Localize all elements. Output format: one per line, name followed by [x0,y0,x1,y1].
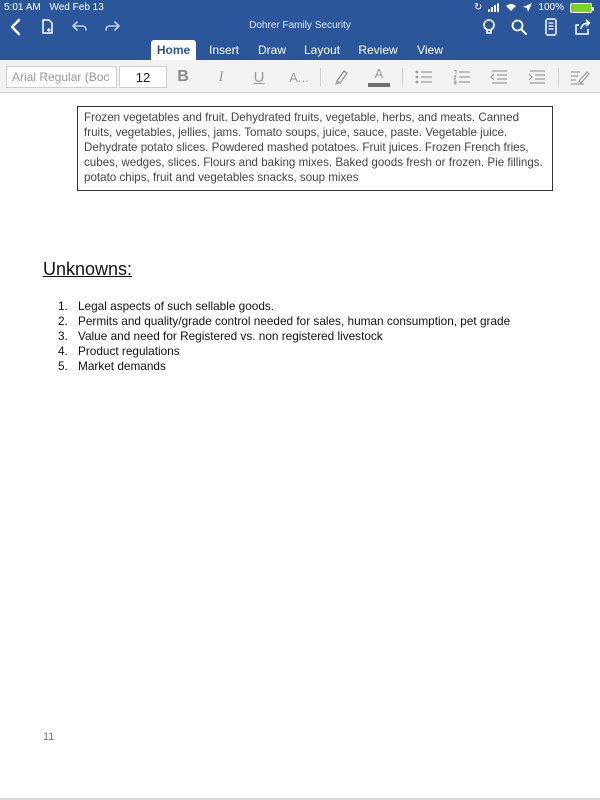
cellular-signal-icon [488,3,499,12]
list-item-number: 2. [58,314,68,328]
list-item-number: 4. [58,344,68,358]
list-item-text: Legal aspects of such sellable goods. [78,299,275,313]
document-textbox[interactable]: Frozen vegetables and fruit. Dehydrated fruits, vegetable, herbs, and meats. Canned fruits, vegetables, jellies, jams. Tomato soups, juice, sauce, paste. Vegetable juice. Dehydrate potato slices. Powdered mashed potatoes. Fruit juices. Frozen French fries, cubes, wedges, slices. Flours and baking mixes. Baked goods fresh or frozen. Pie fillings. potato chips, fruit and vegetables snacks, soup mixes [77,106,553,191]
font-color-swatch [368,83,390,87]
unknowns-heading: Unknowns: [43,259,133,279]
bold-button[interactable]: B [177,68,189,85]
bullet-list-icon[interactable] [412,65,436,89]
font-size-field[interactable]: 12 [119,66,167,88]
font-color-label: A [374,66,384,81]
list-item-number: 3. [58,329,68,343]
document-canvas[interactable] [0,93,600,798]
tab-draw[interactable]: Draw [257,43,286,57]
tab-home[interactable]: Home [151,40,196,60]
more-formatting-button[interactable]: A... [289,69,309,85]
document-title: Dohrer Family Security [249,20,351,31]
lightbulb-icon[interactable] [478,16,500,38]
file-menu-icon[interactable] [36,16,60,38]
redo-icon[interactable] [100,16,124,38]
styles-icon[interactable] [568,65,592,89]
tab-review[interactable]: Review [358,43,398,57]
back-icon[interactable] [4,16,26,38]
list-item-text: Market demands [78,359,166,373]
tab-view[interactable]: View [417,43,443,57]
list-item [58,329,510,344]
battery-percent: 100% [538,2,564,13]
location-icon [523,3,532,12]
list-item-number: 1. [58,299,68,313]
highlighter-icon[interactable] [330,65,354,89]
list-item [58,344,510,359]
mobile-view-icon[interactable] [540,16,562,38]
font-name-field[interactable]: Arial Regular (Boc [6,66,117,88]
title-bar [0,0,600,60]
underline-button[interactable]: U [253,68,265,86]
font-color-button[interactable] [366,65,392,89]
ribbon-divider [320,68,321,86]
undo-icon[interactable] [68,16,92,38]
list-item-number: 5. [58,359,68,373]
share-icon[interactable] [571,16,595,38]
ribbon-divider [558,68,559,86]
battery-icon [570,3,592,13]
decrease-indent-icon[interactable] [487,65,511,89]
tab-insert[interactable]: Insert [208,43,239,57]
rotation-lock-icon: ↻ [474,2,483,13]
status-time: 5:01 AM [4,2,41,13]
numbered-list-icon[interactable] [450,65,474,89]
ribbon-toolbar [0,60,600,93]
list-item [58,314,510,329]
ribbon-tabs [0,38,600,60]
list-item-text: Product regulations [78,344,180,358]
unknowns-list [58,299,510,374]
ribbon-divider [402,68,403,86]
italic-button[interactable]: I [218,68,224,85]
wifi-icon [505,3,517,12]
tab-layout[interactable]: Layout [303,43,341,57]
page-number: 11 [43,731,55,743]
search-icon[interactable] [508,16,530,38]
list-item [58,299,510,314]
status-date: Wed Feb 13 [49,2,104,13]
list-item [58,359,510,374]
status-bar [0,0,600,16]
list-item-text: Value and need for Registered vs. non registered livestock [78,329,383,343]
increase-indent-icon[interactable] [525,65,549,89]
list-item-text: Permits and quality/grade control needed for sales, human consumption, pet grade [78,314,511,328]
